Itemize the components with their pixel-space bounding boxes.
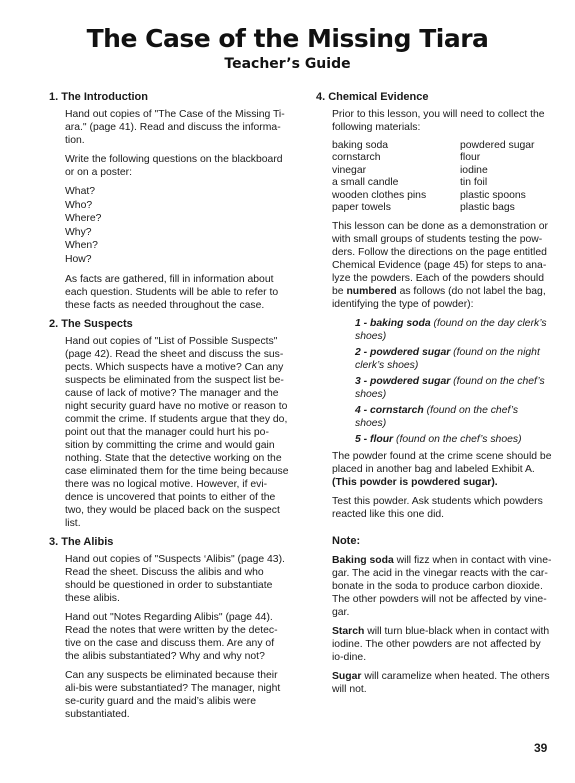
note-paragraph-2 (332, 625, 552, 664)
question-item: What? (65, 186, 96, 197)
powder-item (355, 404, 552, 430)
note-text-1: will fizz when in contact with vine-gar. The acid in the vinegar reacts with the car-bonate in the soda to produce carbon dioxide. The other powders will not be affected by vine-gar. (332, 555, 552, 619)
question-item: When? (65, 240, 98, 252)
chemical-paragraph-2-end: as follows (do not label the bag, identifying the type of powder): (332, 286, 546, 311)
material-item: paper towels (332, 202, 391, 214)
chemical-paragraph-3 (332, 450, 552, 489)
powder-description: (found on the chef’s shoes) (355, 376, 545, 401)
powder-item (355, 375, 552, 401)
exhibit-a-answer: (This powder is powdered sugar). (332, 477, 498, 489)
chemical-paragraph-2-start: This lesson can be done as a demonstration or with small groups of students testing the pow-ders. Follow the directions on the page entitled Chemical Evidence (page 45) for steps to ana-lyze the powders. Each of the powders should be (332, 221, 549, 298)
numbered-emphasis: numbered (346, 286, 397, 298)
powder-number: 2 - powdered sugar (355, 347, 451, 359)
note-paragraph-3 (332, 670, 552, 696)
table-row (332, 165, 535, 177)
powder-item (355, 317, 552, 343)
intro-paragraph-2: Write the following questions on the blackboard or on a poster: (65, 154, 283, 178)
powder-number: 3 - powdered sugar (355, 376, 451, 388)
chemical-paragraph-1: Prior to this lesson, you will need to collect the following materials: (332, 109, 545, 133)
section-heading-alibis: 3. The Alibis (49, 535, 114, 548)
powder-list (332, 317, 552, 446)
intro-paragraph-3: As facts are gathered, fill in information about each question. Students will be able to refer to these facts as needed throughout the case. (65, 273, 279, 311)
chemical-paragraph-2 (332, 220, 552, 311)
question-item: Why? (65, 226, 92, 238)
material-item: baking soda (332, 140, 389, 151)
section-body-chemical (316, 108, 552, 696)
section-body-introduction (49, 108, 289, 312)
table-row (332, 202, 535, 214)
note-term-sugar: Sugar (332, 671, 362, 683)
left-column (49, 91, 289, 727)
material-item: vinegar (332, 164, 367, 176)
material-item: cornstarch (332, 152, 381, 164)
question-item: Where? (65, 213, 102, 225)
note-text-2: will turn blue-black when in contact with iodine. The other powders are not affected by io-dine. (332, 626, 550, 664)
powder-description: (found on the day clerk’s shoes) (355, 318, 547, 343)
table-row (332, 152, 535, 164)
note-term-starch: Starch (332, 626, 365, 638)
powder-item (355, 433, 552, 446)
page-subtitle: Teacher’s Guide (224, 56, 351, 72)
material-item: plastic bags (460, 202, 515, 214)
powder-description: (found on the chef’s shoes) (355, 405, 519, 430)
section-body-alibis (49, 553, 289, 721)
materials-table (332, 140, 535, 214)
section-heading-suspects: 2. The Suspects (49, 317, 133, 330)
powder-description: (found on the chef’s shoes) (393, 434, 522, 446)
powder-number: 5 - flour (355, 434, 394, 446)
page-title: The Case of the Missing Tiara (86, 24, 489, 53)
note-term-baking-soda: Baking soda (332, 555, 394, 567)
section-body-suspects (49, 335, 289, 530)
alibis-paragraph-3: Can any suspects be eliminated because their ali-bis were substantiated? The manager, night se-curity guard and the maid’s alibis were substantiated. (65, 669, 281, 720)
question-item: Who? (65, 199, 93, 211)
table-row (332, 140, 535, 152)
note-text-3: will caramelize when heated. The others will not. (332, 671, 550, 696)
material-item: a small candle (332, 177, 399, 189)
question-list (65, 185, 289, 267)
chemical-paragraph-4: Test this powder. Ask students which powders reacted like this one did. (332, 496, 543, 521)
right-column (316, 91, 552, 702)
alibis-paragraph-1: Hand out copies of "Suspects ‘Alibis" (page 43). Read the sheet. Discuss the alibis and who should be questioned in order to substantiate these alibis. (65, 553, 285, 604)
table-row (332, 177, 535, 189)
page-number: 39 (534, 741, 548, 755)
note-paragraph-1 (332, 554, 552, 619)
intro-paragraph-1: Hand out copies of "The Case of the Missing Ti-ara." (page 41). Read and discuss the informa-tion. (65, 109, 285, 146)
alibis-paragraph-2: Hand out "Notes Regarding Alibis" (page 44). Read the notes that were written by the detec-tive on the case and discuss them. Are any of the alibis substantiated? Why and why not? (65, 611, 278, 662)
question-item: How? (65, 253, 92, 265)
chemical-paragraph-3-text: The powder found at the crime scene should be placed in another bag and labeled Exhibit A. (332, 451, 552, 476)
table-row (332, 190, 535, 202)
powder-description: (found on the night clerk’s shoes) (355, 347, 540, 372)
material-item: tin foil (460, 177, 488, 189)
powder-number: 1 - baking soda (355, 318, 431, 330)
note-heading: Note: (332, 535, 361, 548)
material-item: wooden clothes pins (332, 189, 427, 201)
material-item: plastic spoons (460, 189, 526, 201)
section-heading-chemical: 4. Chemical Evidence (316, 91, 429, 103)
section-heading-introduction: 1. The Introduction (49, 91, 148, 103)
suspects-paragraph-1: Hand out copies of "List of Possible Suspects" (page 42). Read the sheet and discuss the sus-pects. Which suspects have a motive? Can any suspects be eliminated from the suspect list be-cause of lack of motive? The manager and the night security guard have no motive or reason to commit the crime. If students argue that they do, point out that the manager could hurt his po-sition by committing the crime and would gain nothing. State that the detective working on the case eliminated them for the time being because there was no logical motive. However, if evi-dence is uncovered that points to either of the two, they would be placed back on the suspect list. (65, 335, 289, 529)
powder-number: 4 - cornstarch (355, 405, 424, 417)
material-item: iodine (460, 164, 488, 176)
material-item: powdered sugar (460, 140, 535, 151)
powder-item (355, 346, 552, 372)
material-item: flour (460, 152, 481, 164)
